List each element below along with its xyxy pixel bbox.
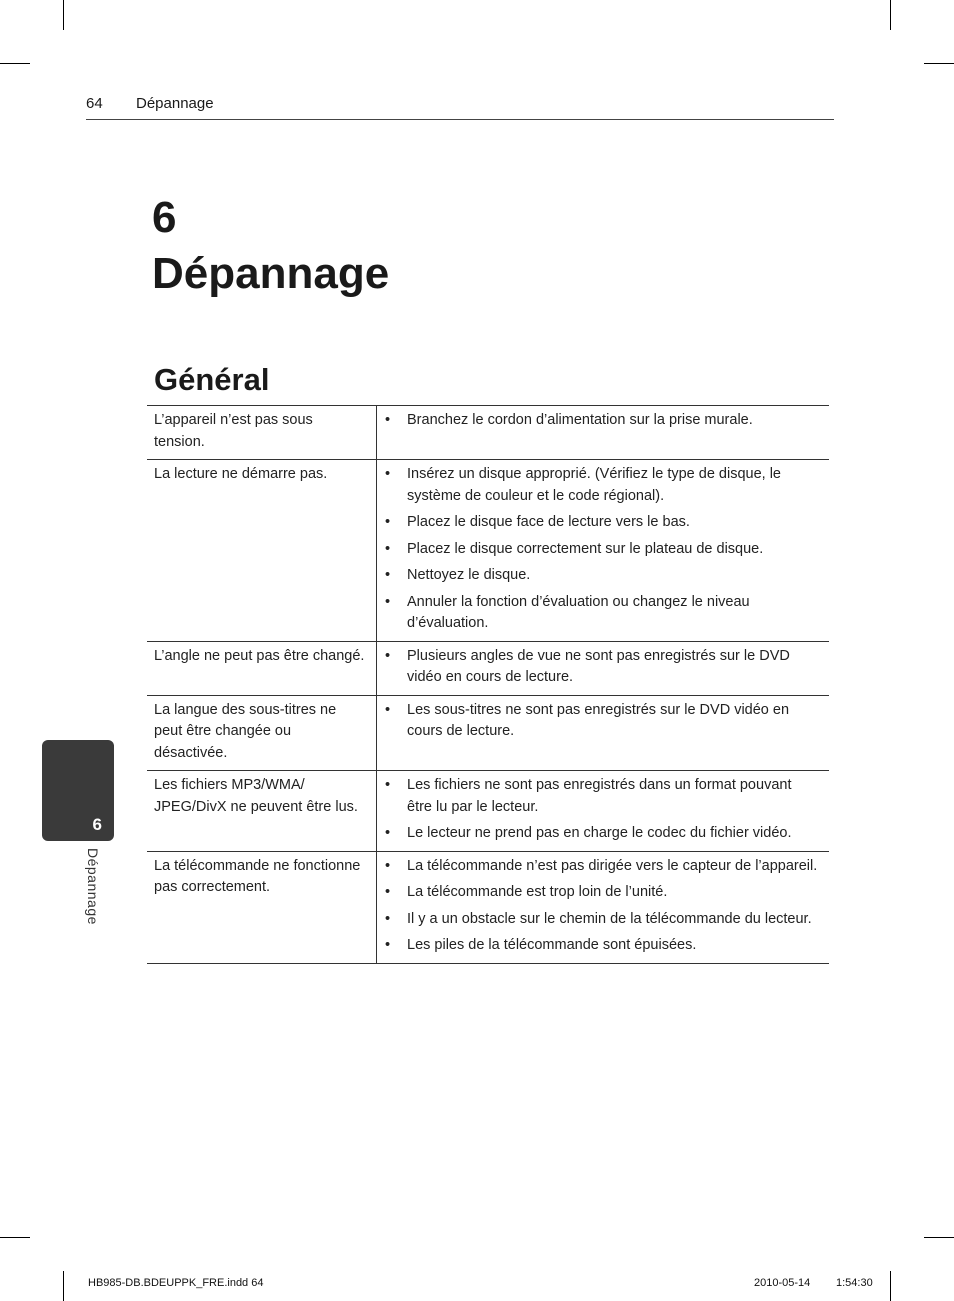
solution-item: • Placez le disque correctement sur le plateau de disque. <box>385 539 819 561</box>
footer-filename: HB985-DB.BDEUPPK_FRE.indd 64 <box>88 1277 264 1289</box>
problem-cell: La langue des sous-titres ne peut être changée ou désactivée. <box>147 695 377 771</box>
solutions-cell <box>377 771 830 852</box>
section-title: Général <box>154 362 270 397</box>
chapter-tab <box>42 740 114 841</box>
footer-date: 2010-05-14 <box>754 1277 811 1289</box>
solution-item: • Les sous-titres ne sont pas enregistrés sur le DVD vidéo en cours de lecture. <box>385 700 819 743</box>
solution-list <box>385 856 819 957</box>
solution-list <box>385 464 819 635</box>
chapter-tab-number: 6 <box>92 815 102 834</box>
solution-list <box>385 410 819 432</box>
crop-mark <box>890 0 891 30</box>
solution-item: • Branchez le cordon d’alimentation sur la prise murale. <box>385 410 819 432</box>
chapter-tab-label: Dépannage <box>85 848 101 925</box>
solution-item: • Les piles de la télécommande sont épuisées. <box>385 935 819 957</box>
problem-cell: La lecture ne démarre pas. <box>147 460 377 642</box>
solutions-cell <box>377 460 830 642</box>
solution-list <box>385 775 819 845</box>
crop-mark <box>924 1237 954 1238</box>
table-row <box>147 460 829 642</box>
crop-mark <box>63 0 64 30</box>
crop-mark <box>890 1271 891 1301</box>
chapter-title: Dépannage <box>152 249 390 298</box>
table-row <box>147 695 829 771</box>
solution-item: • Placez le disque face de lecture vers le bas. <box>385 512 819 534</box>
header-section-title: Dépannage <box>136 95 214 112</box>
crop-mark <box>924 63 954 64</box>
running-header <box>86 95 834 120</box>
table-row <box>147 851 829 963</box>
solution-item: • Insérez un disque approprié. (Vérifiez le type de disque, le système de couleur et le code régional). <box>385 464 819 507</box>
solutions-cell <box>377 406 830 460</box>
solutions-cell <box>377 851 830 963</box>
solutions-cell <box>377 641 830 695</box>
solution-item: • Annuler la fonction d’évaluation ou changez le niveau d’évaluation. <box>385 592 819 635</box>
crop-mark <box>0 63 30 64</box>
table-row <box>147 771 829 852</box>
problem-cell: L’angle ne peut pas être changé. <box>147 641 377 695</box>
crop-mark <box>0 1237 30 1238</box>
solution-item: • Il y a un obstacle sur le chemin de la télécommande du lecteur. <box>385 909 819 931</box>
solution-item: • Le lecteur ne prend pas en charge le codec du fichier vidéo. <box>385 823 819 845</box>
troubleshooting-table <box>147 405 829 964</box>
solution-item: • La télécommande est trop loin de l’unité. <box>385 882 819 904</box>
solution-list <box>385 646 819 689</box>
solutions-cell <box>377 695 830 771</box>
solution-item: • Plusieurs angles de vue ne sont pas enregistrés sur le DVD vidéo en cours de lecture. <box>385 646 819 689</box>
page-number: 64 <box>86 95 103 112</box>
solution-item: • Les fichiers ne sont pas enregistrés dans un format pouvant être lu par le lecteur. <box>385 775 819 818</box>
chapter-number: 6 <box>152 193 177 242</box>
problem-cell: L’appareil n’est pas sous tension. <box>147 406 377 460</box>
solution-list <box>385 700 819 743</box>
solution-item: • La télécommande n’est pas dirigée vers le capteur de l’appareil. <box>385 856 819 878</box>
footer-time: 1:54:30 <box>836 1277 873 1289</box>
crop-mark <box>63 1271 64 1301</box>
table-row <box>147 406 829 460</box>
problem-cell: La télécommande ne fonctionne pas correctement. <box>147 851 377 963</box>
problem-cell: Les fichiers MP3/WMA/ JPEG/DivX ne peuvent être lus. <box>147 771 377 852</box>
solution-item: • Nettoyez le disque. <box>385 565 819 587</box>
table-row <box>147 641 829 695</box>
